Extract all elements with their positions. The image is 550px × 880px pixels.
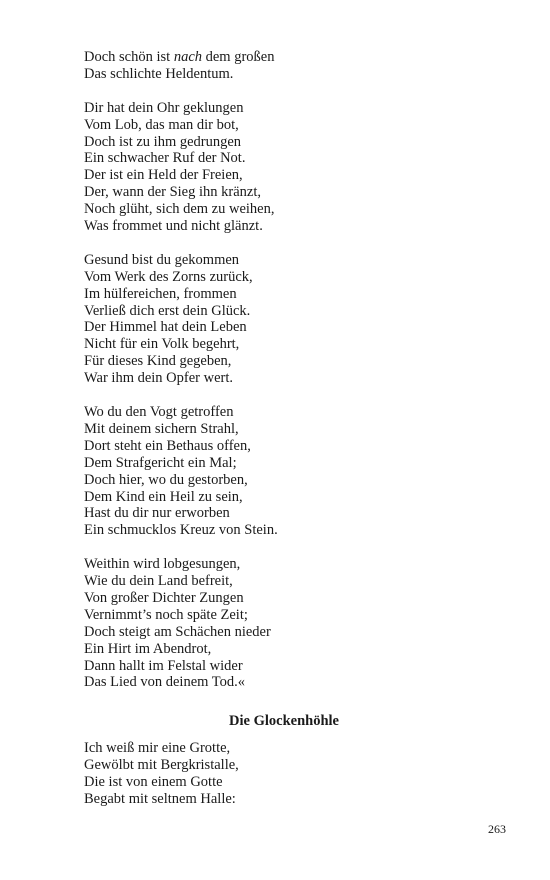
poem-text-glockenhoehle [84, 740, 484, 825]
verse-line: Das Lied von deinem Tod.« [84, 674, 246, 691]
verse-line: War ihm dein Opfer wert. [84, 370, 234, 387]
verse-line: Doch hier, wo du gestorben, [84, 471, 248, 488]
verse-line: Vom Lob, das man dir bot, [84, 116, 239, 133]
verse-line: Doch ist zu ihm gedrungen [84, 133, 242, 150]
verse-line: Dort steht ein Bethaus offen, [84, 437, 251, 454]
verse-line: Gewölbt mit Bergkristalle, [84, 756, 239, 773]
verse-line: Verließ dich erst dein Glück. [84, 302, 251, 319]
verse-line: Ein schmucklos Kreuz von Stein. [84, 522, 278, 539]
emphasized-word: nach [173, 49, 202, 65]
verse-line: Gesund bist du gekommen [84, 251, 240, 268]
poem-title: Die Glockenhöhle [229, 713, 339, 729]
verse-line: Dann hallt im Felstal wider [84, 657, 243, 674]
verse-line: Nicht für ein Volk begehrt, [84, 336, 240, 353]
verse-line: Im hülfereichen, frommen [84, 285, 237, 302]
verse-line: Wo du den Vogt getroffen [84, 403, 234, 420]
verse-line: Vom Werk des Zorns zurück, [84, 268, 253, 285]
verse-line: Was frommet und nicht glänzt. [84, 218, 263, 235]
stanza-1 [84, 49, 484, 83]
verse-line: Für dieses Kind gegeben, [84, 353, 232, 370]
verse-line: Weithin wird lobgesungen, [84, 556, 241, 573]
verse-text: Doch schön ist [84, 49, 174, 65]
verse-line: Der Himmel hat dein Leben [84, 319, 247, 336]
verse-line: Wie du dein Land befreit, [84, 573, 233, 590]
verse-line: Dir hat dein Ohr geklungen [84, 99, 244, 116]
verse-line: Doch steigt am Schächen nieder [84, 623, 271, 640]
verse-line: Ich weiß mir eine Grotte, [84, 740, 231, 756]
verse-line: Der, wann der Sieg ihn kränzt, [84, 184, 261, 201]
stanza-5 [84, 556, 484, 691]
stanza-2 [84, 100, 484, 235]
verse-text: dem großen [202, 49, 275, 65]
verse-line: Begabt mit seltnem Halle: [84, 790, 236, 807]
page-number: 263 [488, 822, 506, 836]
verse-line: Ein Hirt im Abendrot, [84, 640, 212, 657]
verse-line: Mit deinem sichern Strahl, [84, 420, 239, 437]
verse-line: Dem Kind ein Heil zu sein, [84, 488, 243, 505]
verse-line: Die ist von einem Gotte [84, 773, 223, 790]
verse-line: Noch glüht, sich dem zu weihen, [84, 201, 275, 218]
verse-line [84, 49, 484, 66]
stanza-3 [84, 252, 484, 387]
stanza-4 [84, 404, 484, 539]
verse-line: Hast du dir nur erworben [84, 505, 230, 522]
stanza-1 [84, 740, 484, 808]
verse-line: Dem Strafgericht ein Mal; [84, 454, 237, 471]
verse-line: Der ist ein Held der Freien, [84, 167, 243, 184]
poem-text [84, 49, 484, 708]
verse-line: Das schlichte Heldentum. [84, 65, 234, 82]
verse-line: Ein schwacher Ruf der Not. [84, 150, 246, 167]
verse-line: Von großer Dichter Zungen [84, 589, 244, 606]
verse-line: Vernimmt’s noch späte Zeit; [84, 606, 248, 623]
